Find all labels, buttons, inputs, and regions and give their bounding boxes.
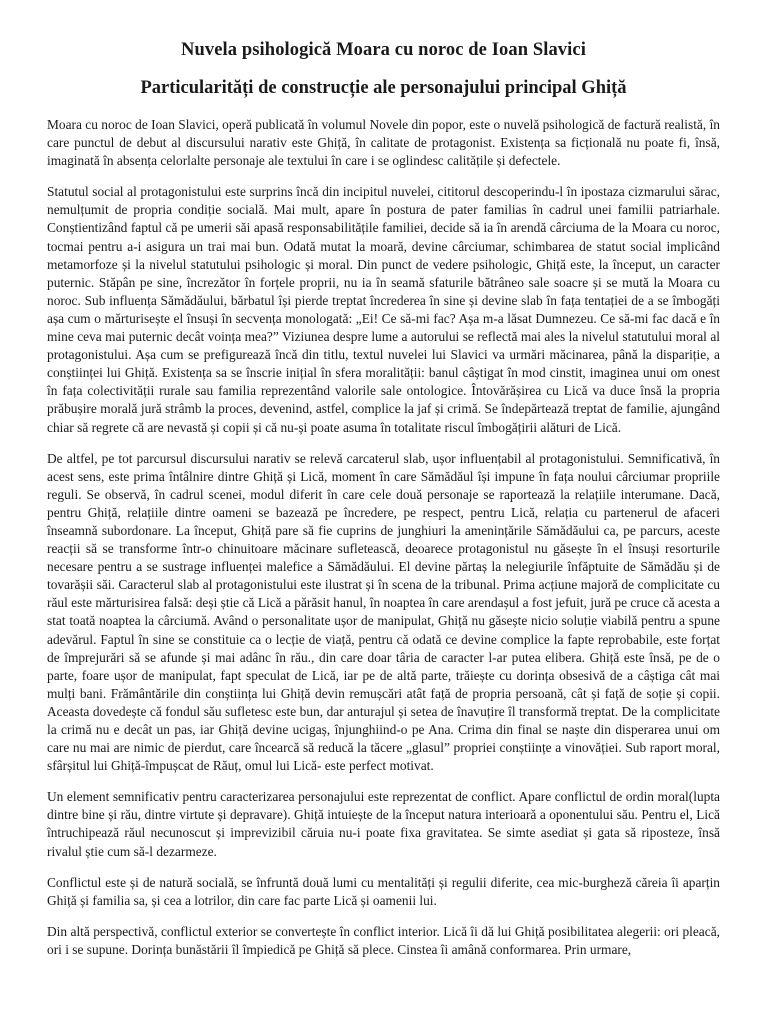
paragraph-interior-conflict: Din altă perspectivă, conflictul exterior se convertește în conflict interior. Lică îi dă lui Ghiță posibilitatea alegerii: ori pleacă, ori i se supune. Dorința bunăstării îl împiedică pe Ghiță să plece. Cinstea îi amână conformarea. Prin urmare, (47, 923, 720, 957)
paragraph-social-conflict: Conflictul este și de natură socială, se înfruntă două lumi cu mentalități și regulii diferite, cea mic-burgheză căreia îi aparțin Ghiță și familia sa, și cea a lotrilor, din care fac parte Lică și oamenii lui. (47, 874, 720, 908)
paragraph-intro: Moara cu noroc de Ioan Slavici, operă publicată în volumul Novele din popor, este o nuvelă psihologică de factură realistă, în care punctul de debut al discursului narativ este Ghiță, în calitate de protagonist. Existența sa ficțională nu poate fi, însă, imaginată în absența celorlalte personaje ale textului în care i se oglindesc calitățile și defectele. (47, 117, 720, 169)
paragraph-moral-conflict: Un element semnificativ pentru caracterizarea personajului este reprezentat de conflict. Apare conflictul de ordin moral(lupta dintre bine și rău, dintre virtute și depravare). Ghiță intuiește de la început natura interioară a oponentului său. Pentru el, Lică întruchipează răul necunoscut și imprevizibil căruia nu-i poate fixa gravitatea. Se simte asediat și gata să riposteze, însă rivalul știe cum să-l dezarmeze. (47, 789, 720, 859)
document-title: Nuvela psihologică Moara cu noroc de Ioan Slavici (181, 40, 586, 60)
paragraph-social-status: Statutul social al protagonistului este surprins încă din incipitul nuvelei, cititorul descoperindu-l în ipostaza cizmarului sărac, nemulțumit de propria condiție socială. Mai mult, apare în postura de pater familias în cadrul unei familii patriarhale. Conștientizând faptul că pe umerii săi apasă responsabilitățile familiei, decide să ia în arendă cârciuma de la Moara cu noroc, tocmai pentru a-i asigura un trai mai bun. Odată mutat la moară, devine cârciumar, schimbarea de statut social implicând metamorfoze și la nivelul statutului psihologic și moral. Din punct de vedere psihologic, Ghiță este, la început, un caracter puternic. Stăpân pe sine, încrezător în forțele proprii, nu ia în seamă sfaturile bătrâneo sale soacre și se mută la Moara cu noroc. Sub influența Sămădăului, bărbatul își pierde treptat încrederea în sine și devine slab în fața tentației de a se îmbogăți așa cum o mărturisește el însuși în secvența monologată: „Ei! Ce să-mi fac? Așa m-a lăsat Dumnezeu. Ce să-mi fac dacă e în mine ceva mai puternic decât voința mea?” Viziunea despre lume a autorului se reflectă mai ales la nivelul statutului moral al protagonistului. Așa cum se prefigurează încă din titlu, textul nuvelei lui Slavici va urmări măcinarea, până la dispariție, a conștiinței lui Ghiță. Existența sa se înscrie inițial în sfera moralității: banul câștigat în mod cinstit, imaginea unui om onest în fața colectivității rurale sau familia reprezentând valorile sale ontologice. Întovărășirea cu Lică va duce însă la propria prăbușire morală jură strâmb la proces, devenind, astfel, complice la jaf și crimă. Se îndepărtează treptat de familie, ajungând chiar să regrete că are nevastă și copii și că nu-și poate asuma în totalitate riscul îmbogățirii alături de Lică. (47, 184, 720, 435)
paragraph-weak-character: De altfel, pe tot parcursul discursului narativ se relevă carcaterul slab, ușor influențabil al protagonistului. Semnificativă, în acest sens, este prima întâlnire dintre Ghiță și Lică, moment în care Sămădăul își impune în fața noului cârciumar propriile reguli. Se observă, în cadrul scenei, modul diferit în care cele două personaje se raportează la relațiile interumane. Dacă, pentru Ghiță, relațiile dintre oameni se bazează pe încredere, pe respect, pentru Lică, relația cu partenerul de afaceri înseamnă subordonare. La început, Ghiță pare să fie cuprins de junghiuri la amenințările Sămădăului ca, pe parcurs, aceste reacții să se transforme într-o chinuitoare măcinare sufletească, deoarece protagonistul nu găsește în el însuși resorturile necesare pentru a se sustrage influenței malefice a Sămădăului. El devine părtaș la nelegiurile înfăptuite de Sămădău și de tovarășii săi. Caracterul slab al protagonistului este ilustrat și în scena de la tribunal. Prima acțiune majoră de complicitate cu răul este mărturisirea falsă: deși știe că Lică a părăsit hanul, în noaptea în care arendașul a fost jefuit, jură pe cruce că acesta a stat toată noaptea la cârciumă. Având o personalitate ușor de manipulat, Ghiță nu găsește nicio soluție viabilă pentru a spune adevărul. Faptul în sine se constituie ca o lecție de viață, pentru că odată ce devine complice la fapte reprobabile, este forțat de împrejurări să se afunde și mai adânc în rău., din care doar târia de caracter l-ar putea elibera. Ghiță este însă, pe de o parte, foare ușor de manipulat, fapt speculat de Lică, iar pe de altă parte, trăiește cu dorința obsesivă de a câștiga cât mai mulți bani. Frământările din conștiința lui Ghiță devin remușcări atât față de propria persoană, cât și față de soție și copii. Aceasta dovedește că fondul său sufletesc este bun, dar anturajul și setea de înavuțire îl transformă treptat. De la complicitate la crimă nu e decât un pas, iar Ghiță devine ucigaș, înjunghiind-o pe Ana. Crima din final se naște din disperarea unui om care nu mai are nimic de pierdut, care încearcă să reducă la tăcere „glasul” propriei conștiințe a vinovăției. Sub raport moral, sfârșitul lui Ghiță-împușcat de Răuț, omul lui Lică- este perfect motivat. (47, 450, 720, 774)
document-subtitle: Particularități de construcție ale personajului principal Ghiță (140, 78, 627, 98)
document-page (47, 38, 720, 959)
